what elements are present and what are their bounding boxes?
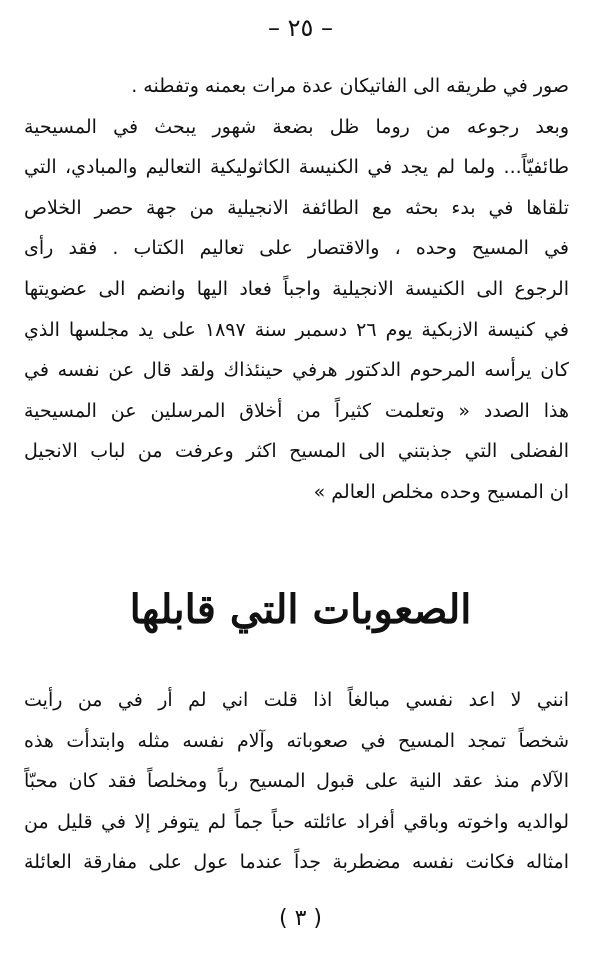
paragraph-block-1	[24, 66, 569, 513]
paragraph-block-2	[24, 680, 569, 883]
text-line: الآلام منذ عقد النية على قبول المسيح رباً ومخلصاً فقد كان محبّاً	[24, 770, 569, 793]
text-line: في المسيح وحده ، والاقتصار على تعاليم الكتاب . فقد رأى	[24, 237, 569, 260]
text-line: هذا الصدد « وتعلمت كثيراً من أخلاق المرسلين عن المسيحية	[24, 399, 569, 422]
section-heading: الصعوبات التي قابلها	[129, 586, 472, 633]
text-line: الرجوع الى الكنيسة الانجيلية واجباً فعاد اليها وانضم الى عضويتها	[24, 277, 569, 300]
text-line: شخصاً تمجد المسيح في صعوباته وآلام نفسه مثله وابتدأت هذه	[24, 729, 569, 752]
text-line: صور في طريقه الى الفاتيكان عدة مرات بعمنه وتفطنه .	[131, 75, 569, 97]
signature-mark: ( ٣ )	[279, 906, 322, 931]
text-line: وبعد رجوعه من روما ظل بضعة شهور يبحث في المسيحية	[24, 115, 569, 138]
text-line: كان يرأسه المرحوم الدكتور هرفي حينئذاك ولقد قال عن نفسه في	[24, 359, 569, 382]
text-line: الفضلى التي جذبتني الى المسيح اكثر وعرفت من لباب الانجيل	[24, 440, 569, 463]
page-number: – ٢٥ –	[267, 14, 334, 42]
text-line: لوالديه واخوته وباقي أفراد عائلته حباً جماً لم يتوفر إلا في قليل من	[24, 810, 569, 833]
text-line: انني لا اعد نفسي مبالغاً اذا قلت اني لم أر في من رأيت	[24, 689, 569, 711]
text-line: تلقاها في بدء بحثه مع الطائفة الانجيلية من جهة حصر الخلاص	[24, 196, 569, 219]
text-line: في كنيسة الازبكية يوم ٢٦ دسمبر سنة ١٨٩٧ على يد مجلسها الذي	[24, 318, 569, 341]
text-line: امثاله فكانت نفسه مضطربة جداً عندما عول على مفارقة العائلة	[24, 851, 569, 874]
text-line: ان المسيح وحده مخلص العالم »	[313, 480, 569, 503]
text-line: طائفيّاً... ولما لم يجد في الكنيسة الكاثوليكية التعاليم والمبادي، التي	[24, 156, 569, 179]
